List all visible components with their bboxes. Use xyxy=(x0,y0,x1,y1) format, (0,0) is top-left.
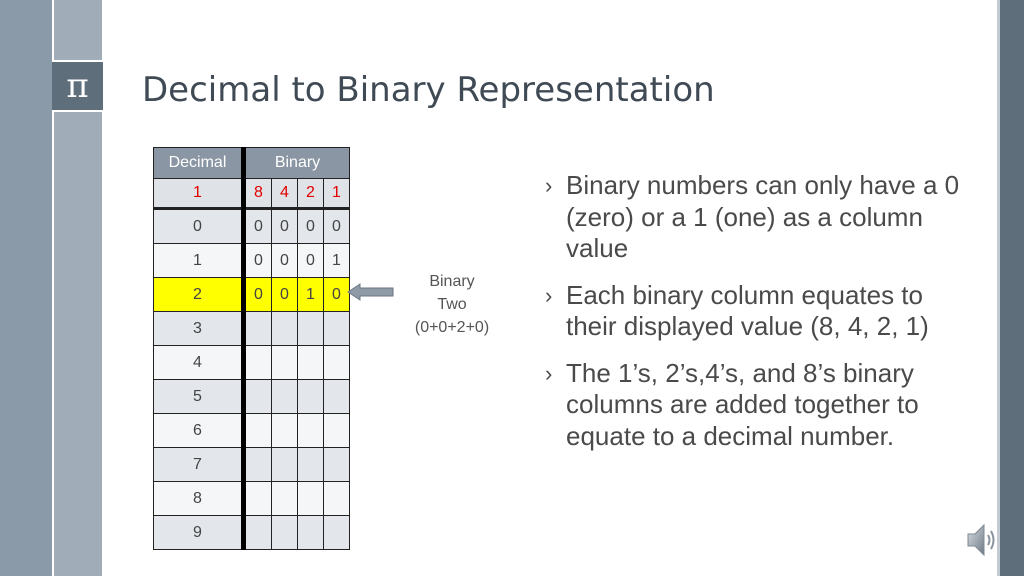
weight-8-cell: 8 xyxy=(244,179,272,209)
bit-cell xyxy=(244,312,272,346)
bit-cell: 0 xyxy=(272,209,298,244)
bit-cell: 0 xyxy=(324,278,350,312)
bit-cell xyxy=(298,516,324,550)
right-stripe-dark xyxy=(1000,0,1024,576)
weight-2-cell: 2 xyxy=(298,179,324,209)
table-row xyxy=(154,346,350,380)
bit-cell xyxy=(298,380,324,414)
bit-cell xyxy=(324,482,350,516)
bit-cell xyxy=(298,312,324,346)
annotation-line-3: (0+0+2+0) xyxy=(414,319,490,336)
bit-cell xyxy=(244,448,272,482)
bit-cell xyxy=(272,380,298,414)
weights-row xyxy=(154,179,350,209)
arrow-annotation xyxy=(398,270,506,339)
bit-cell: 1 xyxy=(298,278,324,312)
bit-cell xyxy=(298,346,324,380)
bit-cell xyxy=(324,414,350,448)
bit-cell xyxy=(244,346,272,380)
table-row xyxy=(154,312,350,346)
decimal-cell: 5 xyxy=(154,380,244,414)
bit-cell: 0 xyxy=(244,278,272,312)
bit-cell: 0 xyxy=(244,244,272,278)
annotation-line-2: Two xyxy=(437,296,467,313)
decimal-cell: 4 xyxy=(154,346,244,380)
decimal-cell: 0 xyxy=(154,209,244,244)
bullet-text: Each binary column equates to their displayed value (8, 4, 2, 1) xyxy=(566,279,929,341)
bit-cell xyxy=(324,516,350,550)
bit-cell xyxy=(272,312,298,346)
table-row xyxy=(154,244,350,278)
bit-cell xyxy=(272,516,298,550)
bullet-list xyxy=(545,170,965,467)
bit-cell xyxy=(298,448,324,482)
bit-cell xyxy=(272,346,298,380)
decimal-cell: 8 xyxy=(154,482,244,516)
speaker-icon[interactable] xyxy=(966,520,996,560)
bit-cell xyxy=(298,482,324,516)
pi-logo-icon: π xyxy=(52,60,103,112)
bullet-text: Binary numbers can only have a 0 (zero) or a 1 (one) as a column value xyxy=(566,170,960,263)
table-row xyxy=(154,448,350,482)
table-row-highlighted xyxy=(154,278,350,312)
table-row xyxy=(154,482,350,516)
slide-title: Decimal to Binary Representation xyxy=(142,70,715,110)
bullet-marker: › xyxy=(545,173,553,198)
decimal-cell: 9 xyxy=(154,516,244,550)
left-arrow-icon xyxy=(347,282,395,302)
bullet-text: The 1’s, 2’s,4’s, and 8’s binary columns are added together to equate to a decimal number. xyxy=(566,357,919,451)
bit-cell xyxy=(244,414,272,448)
decimal-cell: 2 xyxy=(154,278,244,312)
weight-1-cell: 1 xyxy=(324,179,350,209)
bit-cell xyxy=(298,414,324,448)
bit-cell xyxy=(272,482,298,516)
binary-table xyxy=(153,147,350,550)
table-row xyxy=(154,414,350,448)
bullet-item xyxy=(545,280,965,343)
decimal-cell: 1 xyxy=(154,244,244,278)
decimal-cell: 6 xyxy=(154,414,244,448)
bit-cell: 0 xyxy=(298,244,324,278)
bit-cell: 0 xyxy=(244,209,272,244)
bullet-marker: › xyxy=(545,360,553,386)
bit-cell xyxy=(324,448,350,482)
weight-4-cell: 4 xyxy=(272,179,298,209)
table-row xyxy=(154,380,350,414)
bit-cell: 0 xyxy=(272,244,298,278)
decimal-cell: 3 xyxy=(154,312,244,346)
table-row xyxy=(154,516,350,550)
bit-cell xyxy=(272,414,298,448)
bullet-item xyxy=(545,170,965,265)
annotation-line-1: Binary xyxy=(429,273,475,290)
header-binary: Binary xyxy=(244,148,350,179)
bullet-marker: › xyxy=(545,282,553,308)
bit-cell: 0 xyxy=(324,209,350,244)
bullet-item xyxy=(545,358,965,453)
bit-cell: 0 xyxy=(298,209,324,244)
bit-cell xyxy=(324,346,350,380)
bit-cell: 0 xyxy=(272,278,298,312)
decimal-cell: 7 xyxy=(154,448,244,482)
bit-cell xyxy=(244,516,272,550)
left-stripe-outer xyxy=(0,0,52,576)
bit-cell xyxy=(244,380,272,414)
weights-decimal-cell: 1 xyxy=(154,179,244,209)
bit-cell: 1 xyxy=(324,244,350,278)
bit-cell xyxy=(272,448,298,482)
table-row xyxy=(154,209,350,244)
bit-cell xyxy=(324,312,350,346)
bit-cell xyxy=(244,482,272,516)
bit-cell xyxy=(324,380,350,414)
header-decimal: Decimal xyxy=(154,148,244,179)
